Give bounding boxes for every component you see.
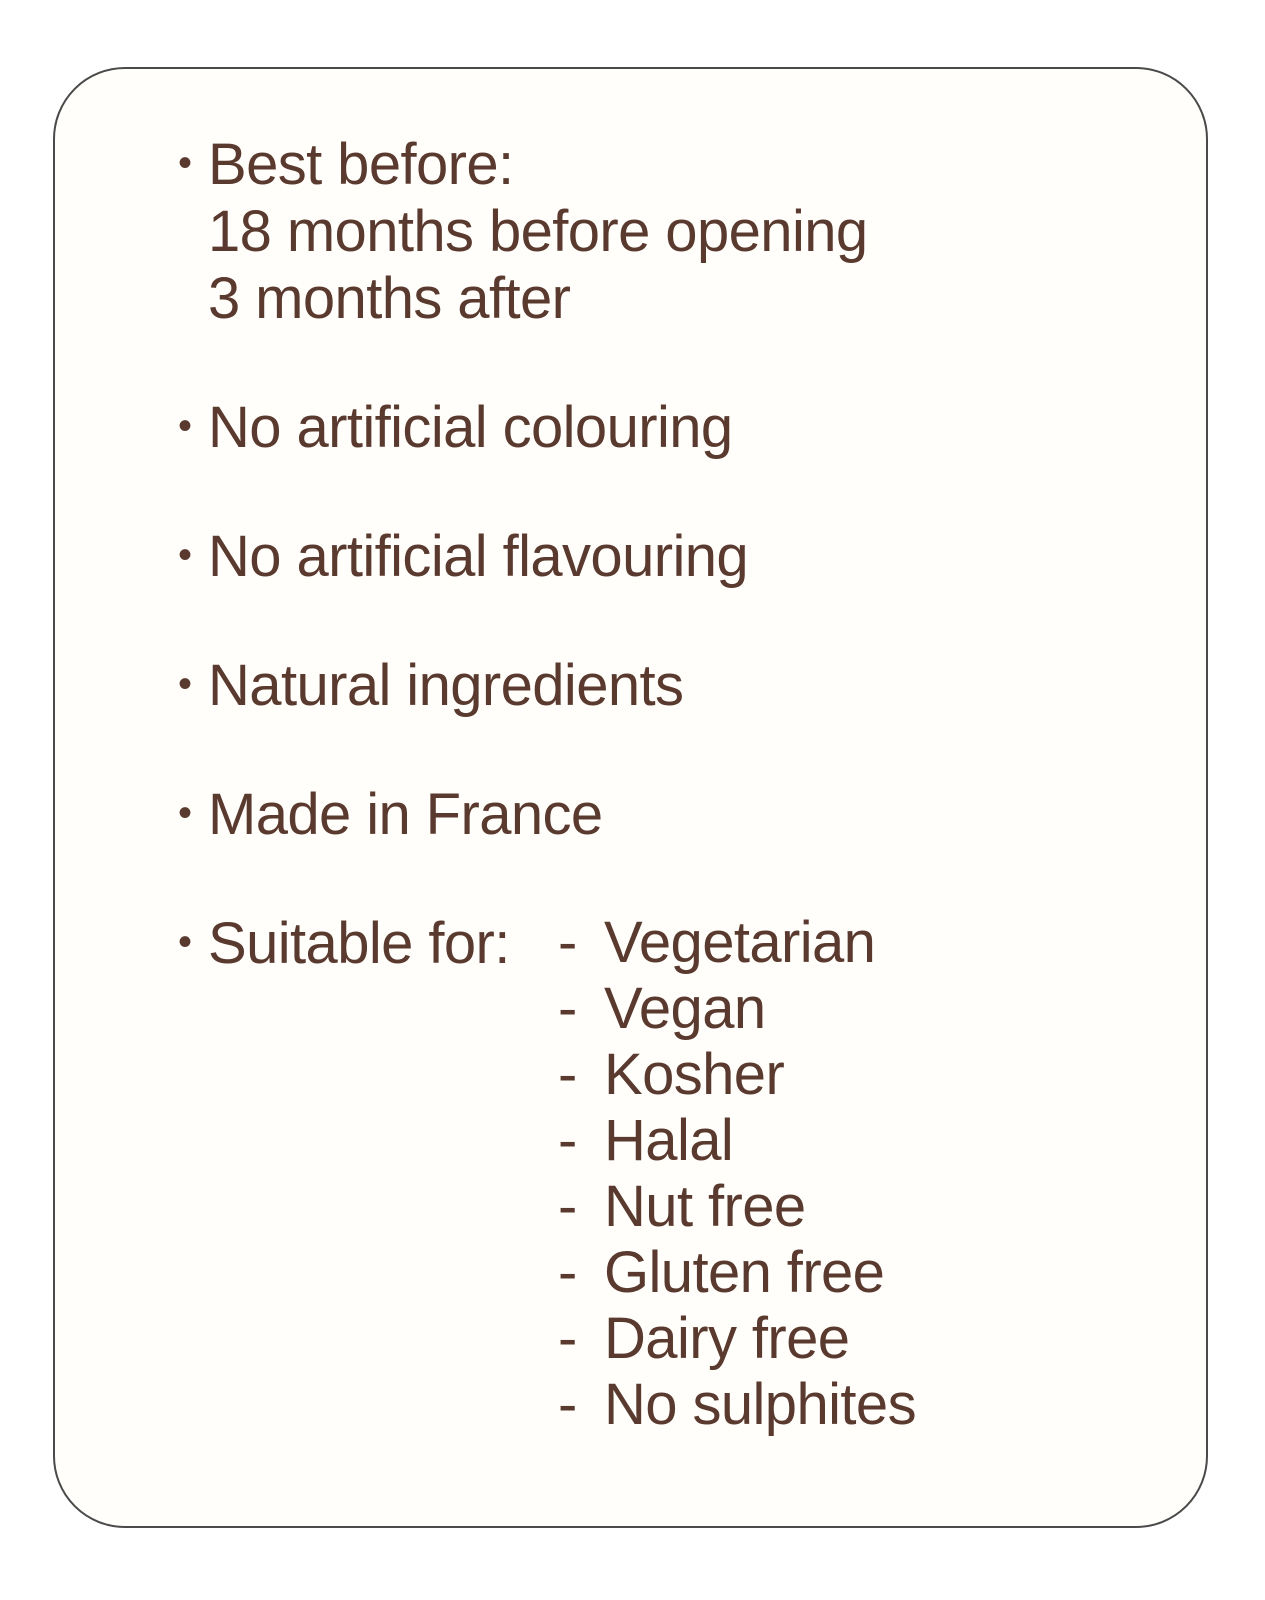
bullet-icon: •	[178, 533, 192, 577]
list-item-label: Kosher	[604, 1042, 785, 1107]
dash-icon: -	[558, 1240, 577, 1305]
list-item-dairy-free	[558, 1306, 1176, 1372]
bullet-icon: •	[178, 920, 192, 964]
list-item-label: Vegetarian	[604, 910, 876, 975]
dash-icon: -	[558, 1306, 577, 1371]
dash-icon: -	[558, 1174, 577, 1239]
list-item-label: Dairy free	[604, 1306, 850, 1371]
list-item-label: Vegan	[604, 976, 766, 1041]
list-item-label: Gluten free	[604, 1240, 885, 1305]
claim-text: Made in France	[208, 782, 603, 847]
list-item-gluten-free	[558, 1240, 1176, 1306]
list-item-no-sulphites	[558, 1372, 1176, 1438]
list-item-vegetarian	[558, 910, 1176, 976]
list-item-label: Halal	[604, 1108, 734, 1173]
bullet-item-no-artificial-flavouring	[178, 523, 1176, 590]
list-item-nut-free	[558, 1174, 1176, 1240]
suitable-for-block	[208, 910, 1176, 1438]
bullet-icon: •	[178, 662, 192, 706]
list-item-label: Nut free	[604, 1174, 806, 1239]
list-item-vegan	[558, 976, 1176, 1042]
list-item-kosher	[558, 1042, 1176, 1108]
best-before-line3: 3 months after	[208, 266, 571, 331]
dash-icon: -	[558, 910, 577, 975]
dash-icon: -	[558, 1108, 577, 1173]
bullet-item-suitable-for	[178, 910, 1176, 1438]
bullet-item-made-in-france	[178, 781, 1176, 848]
dash-icon: -	[558, 1372, 577, 1437]
claim-text: No artificial colouring	[208, 395, 733, 460]
bullet-item-best-before	[178, 131, 1176, 332]
bullet-icon: •	[178, 141, 192, 185]
bullet-item-natural-ingredients	[178, 652, 1176, 719]
dash-icon: -	[558, 976, 577, 1041]
best-before-line2: 18 months before opening	[208, 199, 868, 264]
claim-text: Natural ingredients	[208, 653, 684, 718]
suitable-for-list	[558, 910, 1176, 1438]
claim-text: No artificial flavouring	[208, 524, 749, 589]
suitable-for-label: Suitable for:	[208, 911, 510, 976]
bullet-item-no-artificial-colouring	[178, 394, 1176, 461]
best-before-title: Best before:	[208, 132, 514, 197]
bullet-icon: •	[178, 404, 192, 448]
best-before-text	[208, 131, 1176, 332]
dash-icon: -	[558, 1042, 577, 1107]
bullet-icon: •	[178, 791, 192, 835]
label-content	[55, 69, 1206, 1438]
list-item-label: No sulphites	[604, 1372, 916, 1437]
label-card	[53, 67, 1208, 1528]
list-item-halal	[558, 1108, 1176, 1174]
